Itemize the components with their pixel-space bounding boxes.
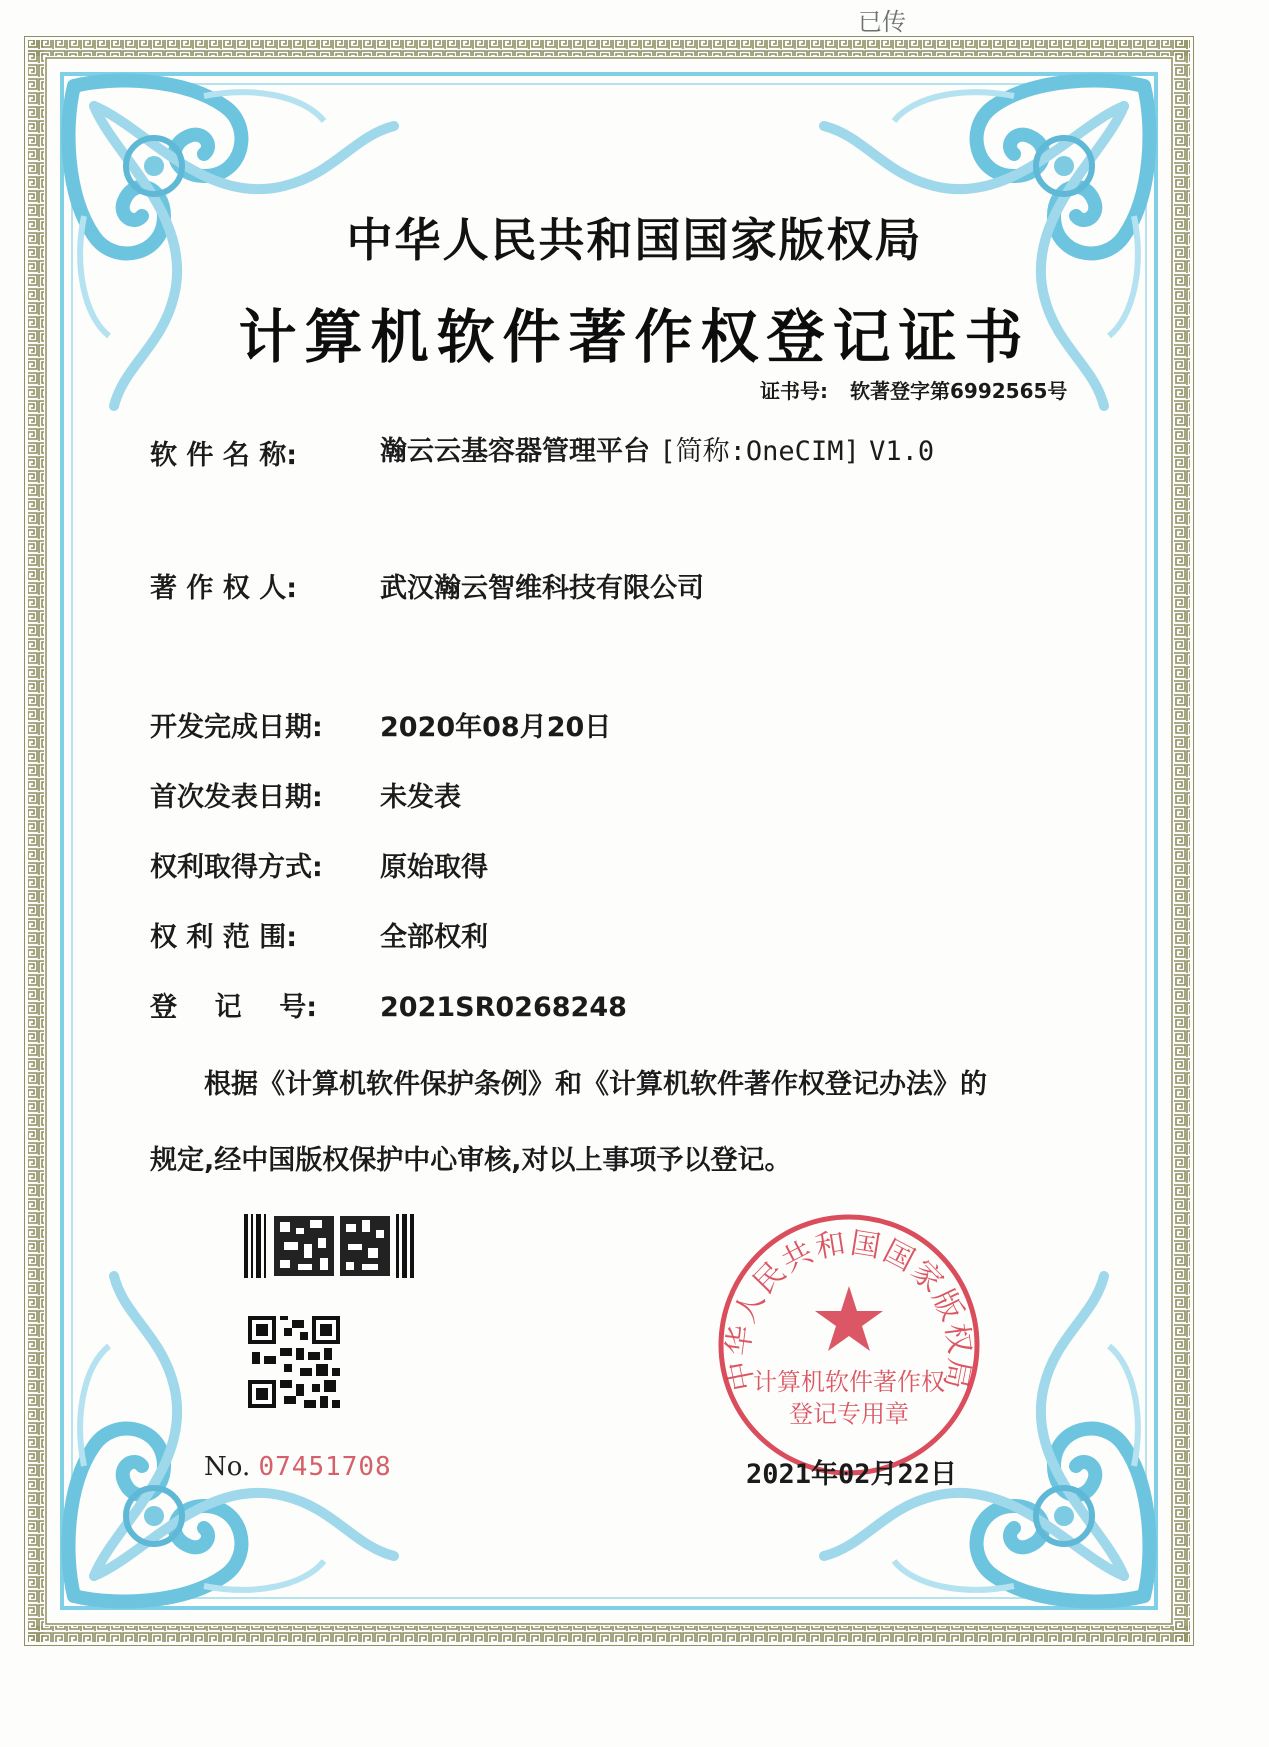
acquisition-label: 权利取得方式:: [150, 852, 323, 883]
serial-number: [204, 1452, 392, 1482]
field-copyright-owner: [150, 566, 704, 605]
serial-number-value: 07451708: [258, 1452, 392, 1482]
handwritten-note: 已传: [858, 8, 906, 36]
software-name-line: 瀚云云基容器管理平台: [380, 436, 650, 467]
decorative-border: [24, 36, 1194, 1646]
statement-line-1: 根据《计算机软件保护条例》和《计算机软件著作权登记办法》的: [204, 1069, 987, 1100]
serial-prefix: No.: [204, 1452, 251, 1482]
first-publication-label: 首次发表日期:: [150, 782, 323, 813]
software-name-label: 软 件 名 称:: [150, 440, 297, 471]
issue-date: 2021年02月22日: [746, 1459, 958, 1490]
copyright-owner-value: 武汉瀚云智维科技有限公司: [380, 573, 704, 604]
copyright-owner-label: 著 作 权 人:: [150, 573, 297, 604]
official-seal: [712, 1208, 986, 1482]
seal-inner-line-2: 登记专用章: [789, 1400, 909, 1428]
statement-line-2: 规定,经中国版权保护中心审核,对以上事项予以登记。: [150, 1145, 792, 1176]
field-registration-no: [150, 985, 627, 1024]
qr-code-image: [248, 1316, 340, 1408]
seal-inner-line-1: 计算机软件著作权: [753, 1368, 945, 1396]
issuing-authority-title: 中华人民共和国国家版权局: [346, 213, 923, 267]
software-name-line: [简称:OneCIM]: [659, 436, 860, 467]
barcode-image: [244, 1214, 416, 1278]
registration-no-label: 登 记 号:: [150, 992, 317, 1023]
field-scope: [150, 915, 488, 954]
field-completion-date: [150, 705, 611, 744]
registration-no-value: 2021SR0268248: [380, 992, 627, 1023]
field-first-publication: [150, 775, 461, 814]
seal-outer-text: 中华人民共和国国家版权局: [720, 1225, 978, 1394]
certificate-number: [760, 375, 1067, 404]
scope-label: 权 利 范 围:: [150, 922, 297, 953]
certificate-number-label: 证书号:: [760, 379, 828, 403]
star-icon: [815, 1286, 883, 1351]
completion-date-value: 2020年08月20日: [380, 712, 612, 743]
field-software-name: [150, 433, 380, 472]
software-name-value: [380, 433, 934, 471]
certificate-title: 计算机软件著作权登记证书: [238, 303, 1031, 371]
scope-value: 全部权利: [380, 922, 488, 953]
completion-date-label: 开发完成日期:: [150, 712, 323, 743]
field-acquisition: [150, 845, 488, 884]
software-name-line: V1.0: [869, 436, 935, 467]
certificate-number-value: 软著登字第6992565号: [850, 379, 1068, 403]
acquisition-value: 原始取得: [380, 852, 488, 883]
first-publication-value: 未发表: [380, 782, 461, 813]
